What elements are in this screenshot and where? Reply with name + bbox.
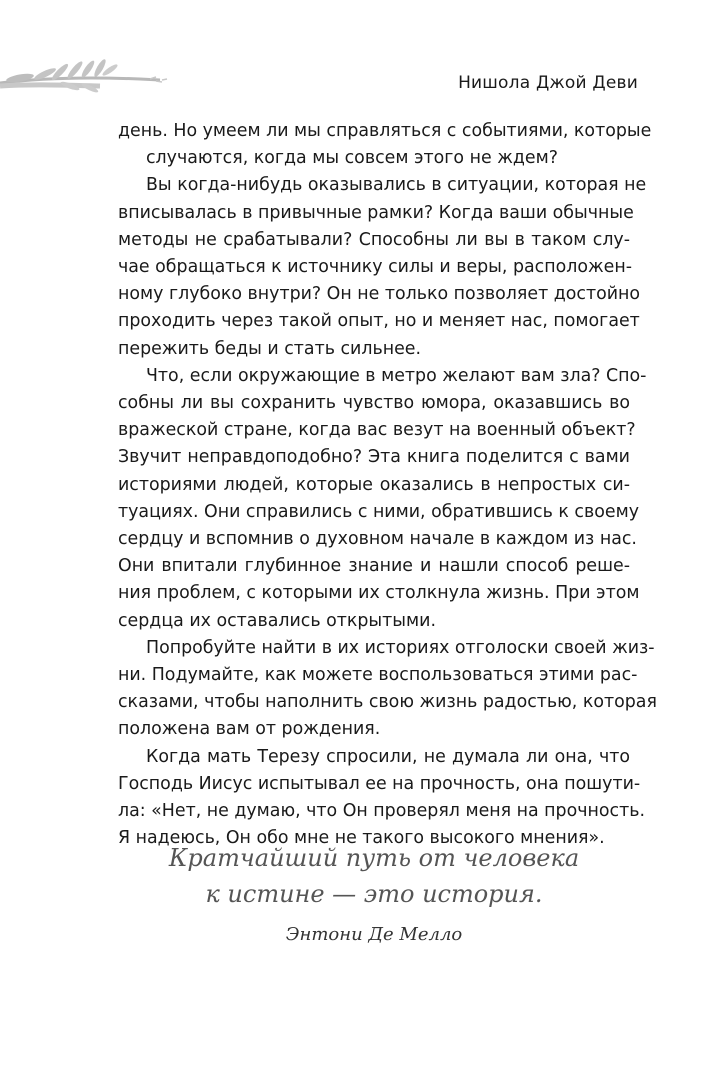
text-line: случаются, когда мы совсем этого не ждем?: [146, 148, 558, 169]
epigraph-author: Энтони Де Мелло: [285, 924, 463, 945]
branch-ornament-icon: [0, 50, 200, 100]
epigraph-quote-line-1: Кратчайший путь от человека: [168, 844, 580, 872]
text-line: Когда мать Терезу спросили, не думала ли она, что: [146, 746, 630, 767]
paragraph-1: [118, 118, 652, 172]
text-line: Попробуйте найти в их историях отголоски своей жиз-: [146, 637, 655, 658]
paragraph-3: [118, 363, 647, 635]
paragraph-2: [118, 172, 647, 362]
text-line: Я надеюсь, Он обо мне не такого высокого мнения».: [118, 828, 605, 849]
text-line: положена вам от рождения.: [118, 719, 381, 740]
text-line: Они впитали глубинное знание и нашли способ реше-: [118, 556, 630, 577]
text-line: Звучит неправдоподобно? Эта книга поделится с вами: [118, 447, 630, 468]
text-line: Вы когда-нибудь оказывались в ситуации, которая не: [146, 175, 647, 196]
text-line: историями людей, которые оказались в непростых си-: [118, 474, 630, 495]
text-line: чае обращаться к источнику силы и веры, расположен-: [118, 257, 633, 278]
text-line: Господь Иисус испытывал ее на прочность, она пошути-: [118, 773, 641, 794]
text-line: вписывалась в привычные рамки? Когда ваши обычные: [118, 202, 634, 223]
text-line: ла: «Нет, не думаю, что Он проверял меня на прочность.: [118, 801, 645, 822]
running-title: Нишола Джой Деви: [458, 73, 638, 93]
text-line: туациях. Они справились с ними, обратившись к своему: [118, 501, 639, 522]
text-line: сердца их оставались открытыми.: [118, 610, 436, 631]
text-line: проходить через такой опыт, но и меняет нас, помогает: [118, 311, 640, 332]
text-line: ни. Подумайте, как можете воспользоваться этими рас-: [118, 665, 638, 686]
text-line: сердцу и вспомнив о духовном начале в каждом из нас.: [118, 529, 637, 550]
text-line: ному глубоко внутри? Он не только позволяет достойно: [118, 284, 641, 305]
epigraph-quote-line-2: к истине — это история.: [205, 880, 543, 908]
text-line: ния проблем, с которыми их столкнула жизнь. При этом: [118, 583, 640, 604]
text-line: вражеской стране, когда вас везут на военный объект?: [118, 420, 636, 441]
paragraph-4: [118, 635, 657, 744]
text-line: собны ли вы сохранить чувство юмора, оказавшись во: [118, 393, 630, 414]
text-line: день. Но умеем ли мы справляться с событиями, которые: [118, 121, 652, 141]
paragraph-5: [118, 744, 645, 853]
text-line: методы не срабатывали? Способны ли вы в таком слу-: [118, 229, 630, 250]
text-line: Что, если окружающие в метро желают вам зла? Спо-: [146, 365, 647, 386]
text-line: пережить беды и стать сильнее.: [118, 338, 422, 359]
text-line: сказами, чтобы наполнить свою жизнь радостью, которая: [118, 692, 657, 713]
epigraph: [118, 840, 630, 945]
body-text: [118, 118, 657, 852]
